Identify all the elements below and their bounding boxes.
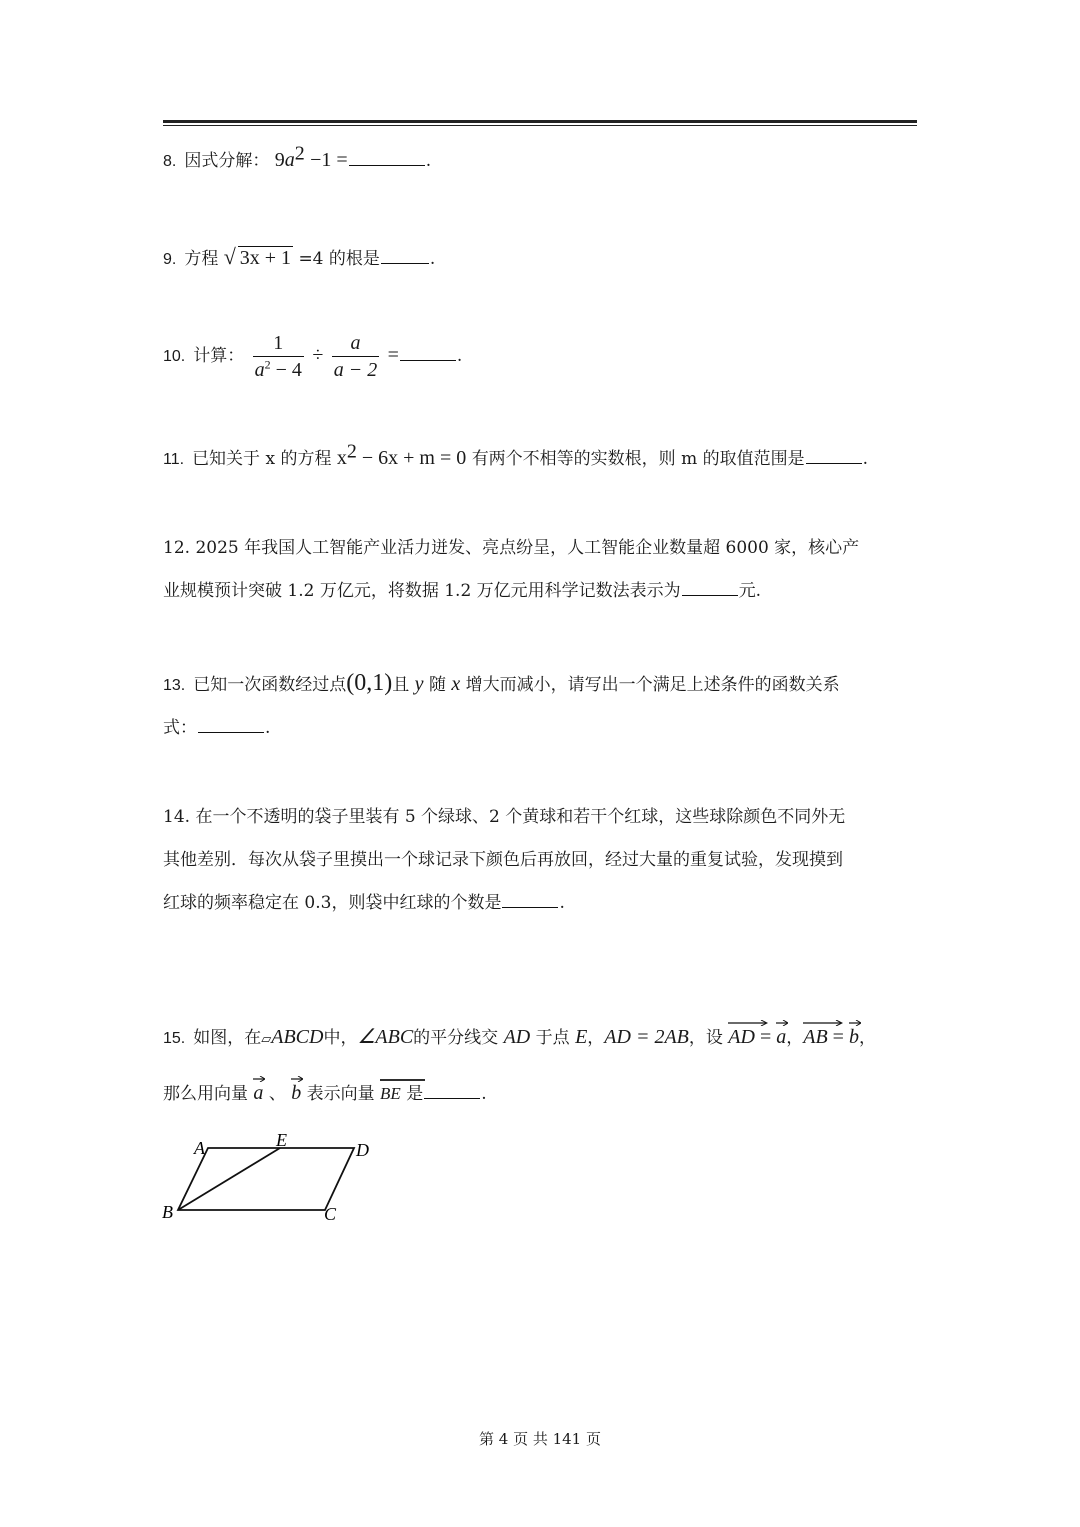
label-a: A (194, 1138, 205, 1158)
vector-ab (803, 1024, 827, 1050)
denominator (253, 356, 304, 383)
fraction-2 (332, 330, 380, 383)
point-e: E (575, 1026, 588, 1048)
sqrt-expression: √ 3x + 1 (223, 244, 292, 269)
question-line-2 (163, 570, 917, 613)
question-text-rhs: =4 的根是 (298, 249, 380, 269)
math-var: a (284, 149, 295, 171)
t9: ， (587, 1028, 605, 1048)
denominator: a − 2 (332, 356, 380, 383)
question-line-2: 其他差别．每次从袋子里摸出一个球记录下颜色后再放回，经过大量的重复试验，发现摸到 (163, 850, 843, 870)
math-rest: −1 = (310, 149, 348, 171)
question-number: 8. (163, 153, 177, 170)
t11: ，设 (688, 1028, 723, 1048)
question-line-1 (163, 662, 917, 707)
label-e: E (276, 1130, 287, 1150)
question-10 (163, 330, 462, 383)
answer-blank[interactable] (502, 889, 558, 908)
vector-a (776, 1024, 786, 1050)
divide-sign: ÷ (312, 344, 324, 366)
var-y: y (414, 673, 424, 695)
t13: ， (858, 1028, 876, 1048)
text-d: 增大而减小，请写出一个满足上述条件的函数关系 (465, 675, 840, 695)
math-exp: 2 (294, 142, 305, 165)
eq2: = (827, 1026, 849, 1048)
question-11 (163, 440, 869, 473)
den-var: a (254, 359, 265, 381)
period: . (429, 249, 436, 269)
answer-blank[interactable] (198, 714, 264, 733)
period: . (481, 1084, 487, 1104)
t3: 中， (323, 1028, 358, 1048)
question-8 (163, 142, 432, 175)
vector-b (849, 1024, 859, 1050)
t5: 的平分线交 (413, 1028, 499, 1048)
angle-abc: ∠ABC (357, 1026, 414, 1048)
numerator: a (350, 332, 361, 354)
line-3-text: 红球的频率稳定在 0.3，则袋中红球的个数是 (163, 893, 502, 913)
vector-arrow (803, 1020, 843, 1026)
math-rest: − 6x + m = 0 (356, 447, 467, 469)
answer-blank[interactable] (806, 445, 862, 464)
question-text: 计算： (193, 346, 245, 366)
vector-label: b (291, 1082, 302, 1104)
answer-blank[interactable] (381, 245, 429, 264)
answer-blank[interactable] (349, 147, 425, 166)
period: . (265, 718, 271, 738)
radicand: 3x + 1 (239, 247, 292, 269)
question-number: 10. (163, 348, 186, 365)
question-line-2 (163, 707, 917, 750)
vector-arrow (728, 1020, 768, 1026)
separator: 、 (268, 1084, 286, 1104)
vector-be (380, 1081, 401, 1107)
vector-label: a (253, 1082, 264, 1104)
period: . (559, 893, 565, 913)
vector-label: AD (728, 1026, 755, 1048)
line-2-text: 式： (163, 718, 197, 738)
math-var: x (336, 447, 347, 469)
period: . (862, 449, 869, 469)
question-15-line-2 (163, 1080, 487, 1107)
question-text-2: 有两个不相等的实数根，则 m 的取值范围是 (471, 449, 805, 469)
vector-label: a (776, 1026, 787, 1048)
vector-arrow (291, 1076, 303, 1082)
vector-arrow (776, 1020, 788, 1026)
point: (0,1) (346, 670, 393, 696)
den-exp: 2 (264, 357, 271, 372)
question-13 (163, 662, 917, 750)
page-footer: 第 4 页 共 141 页 (478, 1430, 601, 1448)
question-12 (163, 527, 917, 613)
fraction-1 (253, 330, 304, 383)
line2-c: 是 (406, 1084, 424, 1104)
header-rule-thin (163, 125, 917, 126)
numerator: 1 (273, 332, 284, 354)
question-text: 因式分解： (184, 151, 270, 171)
question-line-3 (163, 882, 917, 925)
question-text: 已知关于 x 的方程 (192, 449, 332, 469)
line-2-text: 业规模预计突破 1.2 万亿元，将数据 1.2 万亿元用科学记数法表示为 (163, 581, 681, 601)
var-x: x (451, 673, 461, 695)
answer-blank[interactable] (682, 577, 738, 596)
vector-ad (728, 1024, 755, 1050)
question-number: 13. (163, 677, 186, 694)
label-d: D (356, 1140, 369, 1160)
answer-blank[interactable] (400, 342, 456, 361)
text-a: 已知一次函数经过点 (193, 675, 347, 695)
unit-end: 元. (738, 581, 762, 601)
question-number: 9. (163, 251, 177, 268)
question-15-line-1 (163, 1024, 876, 1053)
equals-sign: = (387, 344, 399, 366)
question-number: 15. (163, 1030, 186, 1047)
label-b: B (162, 1202, 173, 1222)
vector-arrow (253, 1076, 265, 1082)
question-number: 11. (163, 451, 185, 468)
den-rest: − 4 (270, 359, 302, 381)
parallelogram-figure (160, 1130, 380, 1234)
ad-eq-2ab: AD = 2AB (604, 1026, 689, 1048)
vector-label: BE (380, 1084, 401, 1103)
text-c: 随 (428, 675, 446, 695)
header-rule-thick (163, 120, 917, 123)
question-14 (163, 796, 917, 925)
t1: 如图，在 (193, 1028, 262, 1048)
line2-a: 那么用向量 (163, 1084, 248, 1104)
vector-label: AB (803, 1026, 828, 1048)
period: . (425, 151, 432, 171)
period: . (456, 346, 463, 366)
math-coef: 9 (274, 149, 285, 171)
vector-label: b (848, 1026, 859, 1048)
line2-b: 表示向量 (306, 1084, 375, 1104)
t12: ， (786, 1028, 804, 1048)
abcd: ABCD (271, 1026, 324, 1048)
ad: AD (503, 1026, 531, 1048)
t7: 于点 (535, 1028, 570, 1048)
vector-arrow (849, 1020, 861, 1026)
vector-b-ref (291, 1080, 301, 1106)
label-c: C (324, 1204, 337, 1224)
math-exp: 2 (346, 440, 357, 463)
text-b: 且 (392, 675, 410, 695)
answer-blank[interactable] (424, 1080, 480, 1099)
vector-bar (380, 1077, 425, 1083)
question-line-1: 12. 2025 年我国人工智能产业活力迸发、亮点纷呈，人工智能企业数量超 6000 家，核心产 (163, 538, 860, 558)
question-line-1: 14. 在一个不透明的袋子里装有 5 个绿球、2 个黄球和若干个红球，这些球除颜色不同外无 (163, 807, 846, 827)
vector-a-ref (253, 1080, 263, 1106)
parallelogram-symbol: ▱ (261, 1032, 272, 1047)
parallelogram-diagram (160, 1130, 380, 1230)
eq1: = (754, 1026, 777, 1048)
question-9 (163, 245, 435, 273)
question-text: 方程 (184, 249, 219, 269)
